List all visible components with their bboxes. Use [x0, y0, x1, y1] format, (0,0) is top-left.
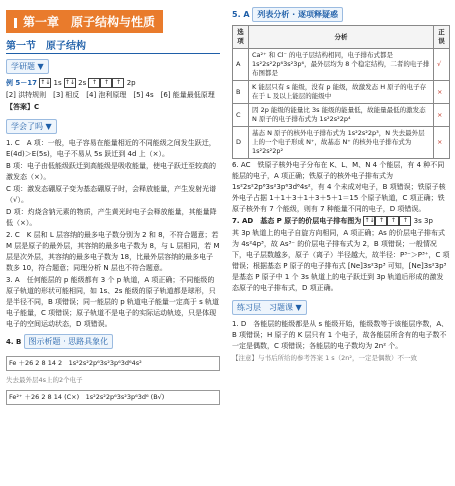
- answer-6: 6. AC 铁原子核外电子分布在 K、L、M、N 4 个能层，有 4 种不同能层的电子，A 项正确；铁原子的核外电子排布式为 1s²2s²2p⁶3s²3p⁶3d⁶4s²，有 4 个未成对电子，B 项错误；铁原子核外电子占据 1＋1＋3＋1＋3＋5＋1＝15 个原子轨道，C 项正确；铁原子核外有 7 个能级，则有 7 种能量不同的电子，D 项错误。: [232, 161, 446, 213]
- row-text: Ca²⁺ 和 Cl⁻ 的电子层结构相同，电子排布式都是 1s²2s²2p⁶3s²3p⁶，最外层均为 8 个稳定结构，二者的电子排布图都是: [249, 49, 434, 81]
- orbital-box-3s: ↑↓: [364, 217, 375, 224]
- tag-guide[interactable]: 图示析题 · 思路具象化: [24, 334, 114, 349]
- example-items: [2] 洪特规则 [3] 相反 [4] 泡利原理 [5] 4s [6] 能量最低原理: [6, 91, 215, 99]
- answer-7-title: 7. AD 基态 P 原子的价层电子排布图为: [232, 217, 362, 225]
- orbital-box-3p-3: ↑: [399, 216, 411, 226]
- orbital-box-2s: ↑↓: [64, 79, 75, 86]
- orbital-box-2p-3: ↑: [112, 78, 124, 88]
- section-title: 第一节 原子结构: [6, 37, 220, 54]
- practice-note: 【注意】与书后所给的参考答案 1 s（2n²，一定是偶数）不一致: [232, 354, 418, 362]
- chapter-title: [6, 10, 163, 33]
- orbital-box-3p-2: ↑: [387, 216, 399, 226]
- orbital-diagram-2p: [88, 78, 124, 88]
- orbital-box-3p-1: ↑: [375, 216, 387, 226]
- row-option: A: [233, 49, 249, 81]
- col-option: 选项: [233, 26, 249, 49]
- row-text: 因 2p 能级的能量比 3s 能级的能量低，故能量最低的激发态 N 原子的电子排布式为 1s²2s²2p⁴: [249, 104, 434, 127]
- answer-1c: C 项：激发态硼原子变为基态硼原子时，会释放能量，产生发射光谱（√）。: [6, 185, 217, 204]
- tag-fenxi[interactable]: 列表分析 · 逐项释疑惑: [252, 7, 343, 22]
- col-verdict: 正误: [433, 26, 449, 49]
- label-3p: 3p: [424, 217, 433, 225]
- answer-1b: B 项：电子由低能级跃迁到高能级是吸收能量，使电子跃迁至较高的激发态（×）。: [6, 162, 217, 181]
- row-mark: ×: [433, 127, 449, 159]
- left-column: [6, 0, 220, 409]
- row-text: K 能层只有 s 能级，没有 p 能级，故激发态 H 原子的电子存在于 L 及以上能层的能级中: [249, 81, 434, 104]
- answer-7-head: [232, 216, 450, 227]
- example-5-17: [6, 78, 220, 89]
- example-head: 例 5－17: [6, 79, 38, 87]
- row-text: 基态 N 原子的核外电子排布式为 1s²2s²2p³，N 失去最外层上的一个电子形成 N⁺，故基态 N⁺ 的核外电子排布式为 1s²2s²2p²: [249, 127, 434, 159]
- orbital-box-1s: ↑↓: [40, 79, 51, 86]
- orbital-box-2p-1: ↑: [88, 78, 100, 88]
- row-mark: √: [433, 49, 449, 81]
- answer-4: [6, 331, 220, 352]
- q5-header: [232, 4, 450, 25]
- tag-xuehe[interactable]: 学会了吗 ▼: [6, 119, 57, 134]
- p-valence-diagram: [363, 216, 411, 226]
- answer-2: 2. C K 层和 L 层容纳的最多电子数分别为 2 和 8，不符合题意；若 M 层是原子的最外层，其容纳的最多电子数为 8，与 L 层相同，若 M 层是次外层，其容纳的最多电子数为 18，比最外层容纳的最多电子数多 10，符合题意；同理分析 N 层也不符合题意。: [6, 231, 220, 272]
- fe-arrow-label: 失去最外层4s上的2个电子: [6, 376, 83, 384]
- table-row: [233, 49, 450, 81]
- answer-3: 3. A 任何能层的 p 能级都有 3 个 p 轨道，A 项正确；不同能级的原子轨道的形状可能相同，如 1s、2s 能级的原子轨道都是球形，只是半径不同，B 项错误；同一能层的 p 轨道电子能量一定高于 s 轨道电子能量，C 项错误；原子轨道不是电子的实际运动轨迹，只是体现电子的空间运动状态，D 项错误。: [6, 276, 220, 328]
- orbital-label-1s: 1s: [53, 79, 62, 87]
- fe-ion-box: Fe²⁺ ＋26 2 8 14 (C×) 1s²2s²2p⁶3s²3p⁶3d⁶ (B√): [6, 390, 220, 405]
- orbital-label-2p: 2p: [126, 79, 136, 87]
- tag-lianxi[interactable]: 练习层 习题课 ▼: [232, 300, 307, 315]
- orbital-label-2s: 2s: [78, 79, 87, 87]
- orbital-diagram: [39, 78, 51, 88]
- orbital-box-2p-2: ↑: [100, 78, 112, 88]
- col-analysis: 分析: [249, 26, 434, 49]
- row-mark: ×: [433, 104, 449, 127]
- row-mark: ×: [433, 81, 449, 104]
- table-row: [233, 104, 450, 127]
- right-column: [232, 0, 450, 365]
- table-header-row: [233, 26, 450, 49]
- row-option: C: [233, 104, 249, 127]
- answer-1d: D 项：灼烧含钠元素的物质，产生黄光时电子会释放能量，其能量降低（×）。: [6, 208, 217, 227]
- label-3s: 3s: [413, 217, 422, 225]
- answer-7: 其 3p 轨道上的电子自旋方向相同，A 项正确；As 的价层电子排布式为 4s²4p³，故 As³⁻ 的价层电子排布式为 2，B 项错误；一般情况下，电子层数越多，原子（离子）半径越大，故半径：P³⁻＞P³⁺，C 项错误；根据基态 P 原子的电子排布式 [Ne]3s²3p³ 可知，[Ne]3s²3p³ 是基态 P 原子中 1 个 3s 轨道上的电子跃迁到 3p 轨道后形成的激发态原子的电子排布式，D 项正确。: [232, 229, 450, 292]
- example-answer: 【答案】C: [6, 103, 40, 111]
- chapter-title-text: 第一章 原子结构与性质: [23, 15, 156, 29]
- answer-4-head: 4. B: [6, 338, 22, 346]
- row-option: B: [233, 81, 249, 104]
- tag-xueyan[interactable]: 学研题 ▼: [6, 59, 49, 74]
- q5-head: 5. A: [232, 10, 250, 19]
- table-row: [233, 127, 450, 159]
- row-option: D: [233, 127, 249, 159]
- title-bar-icon: [14, 18, 17, 28]
- practice-1: 1. D 各能层的能级都是从 s 能级开始，能级数等于该能层序数，A、B 项错误；H 原子的 K 层只有 1 个电子，故各能层所含有的电子数不一定是偶数，C 项错误；各能层的电子数均为 2n² 个。: [232, 320, 449, 350]
- analysis-table: [232, 25, 450, 159]
- answer-1: 1. C A 项：一般，电子容易在能量相近的不同能级之间发生跃迁，E(4d)＞E(5s)，电子不易从 5s 跃迁到 4d 上（×）。: [6, 139, 216, 158]
- orbital-diagram-2s: [64, 78, 76, 88]
- fe-atom-box: Fe ＋26 2 8 14 2 1s²2s²2p⁶3s²3p⁶3d⁶4s²: [6, 356, 220, 371]
- table-row: [233, 81, 450, 104]
